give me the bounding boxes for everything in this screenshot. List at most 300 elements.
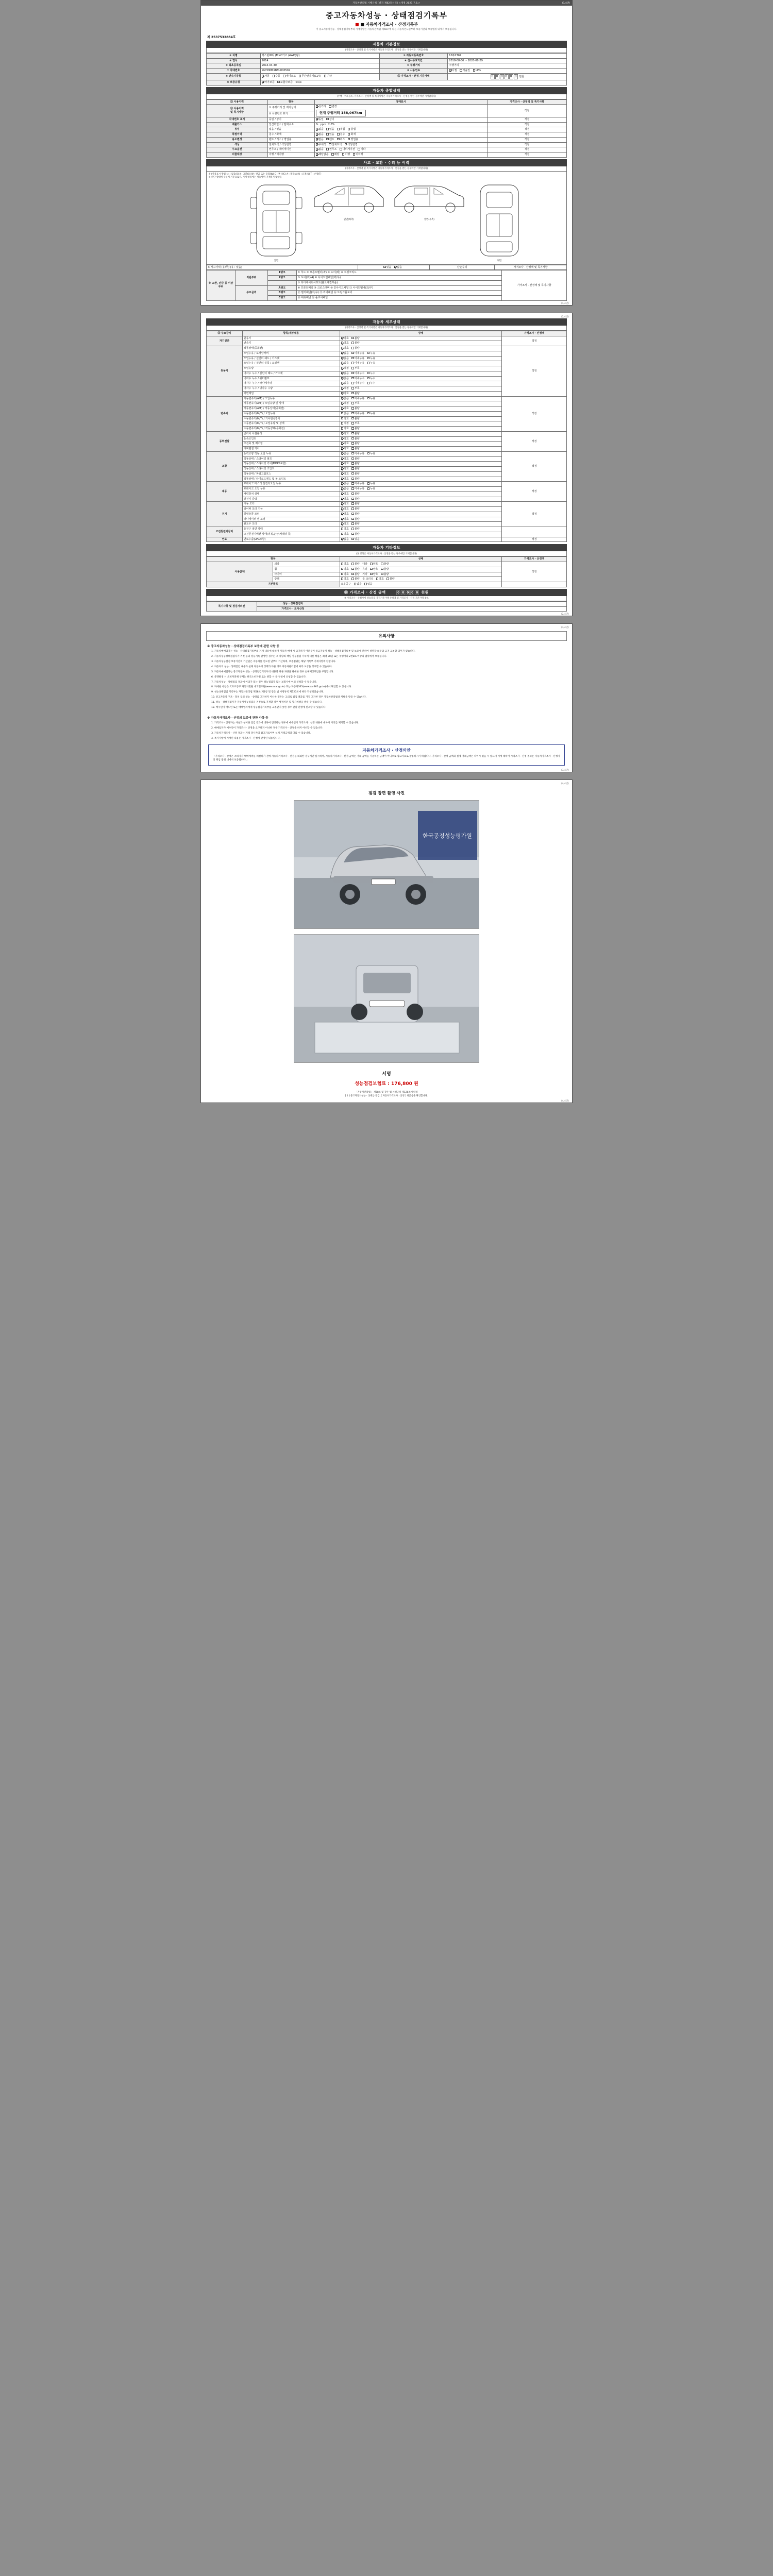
- row-value: 2018-08-30 ~ 2020-08-29: [448, 58, 567, 63]
- state-option[interactable]: 불량: [351, 513, 359, 516]
- state-options: [314, 152, 488, 158]
- notice-title: 유의사항: [206, 631, 567, 641]
- item-states: [340, 487, 502, 492]
- state-option[interactable]: 미세누유: [351, 487, 364, 491]
- state-options: [314, 137, 488, 142]
- col-header: 가격조사 · 산정액: [502, 331, 567, 336]
- state-option[interactable]: 누유: [367, 452, 375, 456]
- item-name-2: 기타: [362, 572, 367, 576]
- state-option[interactable]: 누수: [367, 372, 375, 376]
- row-name: 없음 / 있음: [267, 127, 314, 132]
- state-option[interactable]: 전체도색: [329, 143, 342, 147]
- col-header: 상태: [340, 331, 502, 336]
- table-row: [207, 601, 567, 606]
- price-unit: 천원: [421, 590, 429, 595]
- state-option[interactable]: 불량: [351, 392, 359, 396]
- item-states: [340, 467, 502, 472]
- mileage-cell: [314, 105, 488, 117]
- state-option[interactable]: 양호: [370, 563, 378, 566]
- item-states: [340, 381, 502, 386]
- state-option[interactable]: 없음: [341, 357, 349, 361]
- state-option[interactable]: 불량: [351, 568, 359, 571]
- trans-option[interactable]: 무단변속기(CVT): [299, 75, 322, 78]
- state-option[interactable]: 양호: [341, 507, 349, 511]
- state-option[interactable]: 없음: [316, 128, 324, 131]
- basic-items-options: [340, 582, 502, 587]
- state-option[interactable]: 양호: [341, 568, 349, 571]
- fuel-option[interactable]: 가솔린: [460, 69, 470, 73]
- remark: 적정: [502, 431, 567, 451]
- item-states: [340, 512, 502, 517]
- price-band-header: [206, 589, 567, 596]
- item-states: [340, 451, 502, 456]
- state-option[interactable]: 미세누유: [351, 362, 364, 365]
- table-header-row: [207, 557, 567, 562]
- panel-remark: 가격조사 · 산정액 및 특기사항: [502, 270, 567, 301]
- state-option[interactable]: 없음: [341, 372, 349, 376]
- item-states: [340, 336, 502, 341]
- car-diagram-front: [245, 182, 307, 262]
- state-option[interactable]: 해당: [331, 153, 339, 157]
- state-option[interactable]: 이행: [342, 153, 350, 157]
- state-option[interactable]: 미세누유: [351, 452, 364, 456]
- photo-underbody: [294, 934, 479, 1063]
- state-option[interactable]: 양호: [341, 337, 349, 341]
- item-name: 냉각수 누수 / 냉각수 수량: [242, 386, 340, 392]
- state-option[interactable]: 불량: [351, 347, 359, 350]
- list-item: 7. 자동차성능 · 상태점검 결과에 이의가 있는 경우 성능점검자 또는 보험사에 이의 신청할 수 있습니다.: [211, 681, 317, 684]
- item-name: 충전구 절연 상태: [242, 527, 340, 532]
- row-label: ② 자동차등록번호: [379, 53, 448, 58]
- state-option[interactable]: 변경: [329, 105, 337, 109]
- state-option[interactable]: 미세누수: [351, 377, 364, 381]
- page-title: 중고자동차성능 · 상태점검기록부: [325, 11, 447, 20]
- page-footer-2: (2/4면): [561, 613, 569, 616]
- table-row: [207, 73, 567, 80]
- history-col-2: 단순수리: [430, 265, 495, 270]
- state-option[interactable]: 양호: [341, 518, 349, 521]
- row-label: ⑥ 주행거리: [379, 63, 448, 69]
- state-option[interactable]: 양호: [341, 563, 349, 566]
- state-option[interactable]: 해당없음: [316, 153, 329, 157]
- panel-sub: [267, 280, 296, 285]
- item-states: [340, 537, 502, 542]
- list-item: 1. 자동차매매업자는 성능 · 상태점검기록부의 기재 내용에 대하여 자동차 매매 시 고지하기 어려우며 중고자동차 성능 · 상태점검기록부 및 보증에 관하여 설명할 의무와 고지 교부할 의무가 있습니다.: [211, 650, 415, 653]
- list-item: 5. 자동차매매업자는 중고자동차 성능 · 상태점검기록부의 내용과 다른 차량을 판매한 경우 손해배상책임을 부담합니다.: [211, 670, 334, 673]
- state-option[interactable]: 양호: [341, 347, 349, 350]
- state-option[interactable]: 화재: [348, 133, 356, 137]
- item-states: [340, 572, 502, 577]
- state-option[interactable]: 양호: [341, 462, 349, 466]
- state-option[interactable]: 양호: [341, 407, 349, 411]
- state-option[interactable]: 불량: [351, 342, 359, 345]
- item-name-2: 유리: [362, 567, 367, 571]
- item-name: 수동변속기(M/T) / 기어변속장치: [242, 416, 340, 421]
- state-option[interactable]: 없음: [341, 377, 349, 381]
- table-row: [207, 63, 567, 69]
- table-header-row: [207, 331, 567, 336]
- state-option[interactable]: 미세누유: [351, 397, 364, 401]
- table-row: [207, 58, 567, 63]
- state-option[interactable]: 없음: [316, 138, 324, 142]
- remark: 적정: [488, 132, 567, 138]
- form-strip: 자동차관리법 시행규칙 [별지 제82호서식] <개정 2021.7.6.>: [201, 1, 572, 6]
- page-4: [200, 779, 573, 1103]
- item-name: 추진축 및 베어링: [242, 442, 340, 447]
- section-basic-header: 자동차 기본정보: [206, 41, 567, 48]
- state-option[interactable]: 기타: [358, 148, 365, 151]
- row-label: ⑨ 변속기종류: [207, 73, 261, 80]
- state-option[interactable]: 불량: [351, 432, 359, 436]
- others-table: [206, 556, 567, 587]
- basic-items-label: 기본품목: [207, 582, 340, 587]
- state-option[interactable]: 누유: [367, 357, 375, 361]
- state-option[interactable]: 없음: [316, 133, 324, 137]
- col-header: 가격조사 · 산정액: [502, 557, 567, 562]
- fuel-option[interactable]: 디젤: [449, 69, 457, 73]
- page-3: [200, 623, 573, 772]
- state-option[interactable]: 부족: [351, 387, 359, 391]
- state-option[interactable]: 양호: [341, 467, 349, 471]
- row-label: 튜닝: [207, 127, 268, 132]
- state-option[interactable]: 없음: [341, 352, 349, 355]
- state-option[interactable]: 적정: [341, 387, 349, 391]
- form-note: 이 중고자동차성능 · 상태점검기록부의 기재사항은 자동차관리법 제58조에 따른 자동차인도일부터 보증기간과 보증범위 내에서 보증됩니다.: [316, 28, 457, 31]
- state-option[interactable]: 미세누수: [351, 382, 364, 385]
- remark: 적정: [502, 502, 567, 527]
- state-option[interactable]: 침수: [337, 133, 345, 137]
- item-states: [340, 431, 502, 436]
- state-option[interactable]: 적법: [337, 128, 345, 131]
- state-option[interactable]: 없음: [341, 487, 349, 491]
- fuel-option[interactable]: LPG: [473, 69, 481, 73]
- section-others-header: 자동차 기타정보: [206, 544, 567, 551]
- state-option[interactable]: 양호: [341, 342, 349, 345]
- item-name: 수동변속기(M/T) / 작동상태(공회전): [242, 427, 340, 432]
- item-name: 변속기: [242, 341, 340, 346]
- car-left-svg: [310, 182, 388, 218]
- table-row: [207, 270, 567, 276]
- mileage-display: 현재 주행거리 158,067km: [316, 110, 366, 116]
- state-option[interactable]: 색상변경: [345, 143, 358, 147]
- state-option[interactable]: 없음: [316, 148, 324, 151]
- state-option[interactable]: 양호: [341, 457, 349, 461]
- state-option[interactable]: 양호: [370, 568, 378, 571]
- table-row: [207, 152, 567, 158]
- table-row: [207, 451, 567, 456]
- item-states: [340, 442, 502, 447]
- panel-cat: 외판부위: [235, 270, 267, 285]
- state-option[interactable]: 부족: [351, 402, 359, 405]
- state-option[interactable]: 있음: [364, 583, 372, 586]
- trans-option[interactable]: 기타: [324, 75, 332, 78]
- state-option[interactable]: 없음: [341, 538, 349, 541]
- state-option[interactable]: 양호: [341, 417, 349, 421]
- state-option[interactable]: 양호: [341, 573, 349, 577]
- state-option[interactable]: 미세누수: [351, 372, 364, 376]
- basic-item-label: 보유공구: [341, 583, 351, 586]
- item-name: 수동변속기(M/T) / 오일누유: [242, 411, 340, 416]
- row-name: 침수 / 화재: [267, 132, 314, 138]
- col-header: 항목: [207, 557, 340, 562]
- remark: 적정: [488, 152, 567, 158]
- state-option[interactable]: 양호: [341, 427, 349, 431]
- price-note: ※ 가격조사 · 산정자에 성능점검 가격기준가액 산정액 및 가격조사 · 산정 기준가액 참조: [206, 596, 567, 601]
- state-option[interactable]: 영업용: [348, 138, 358, 142]
- group-label: 고전원전기장치: [207, 527, 243, 537]
- table-row: [207, 147, 567, 152]
- sign-row-label: 가격조사 · 조사산정: [257, 606, 329, 612]
- item-states: [340, 416, 502, 421]
- item-name: 수동변속기(M/T) / 오일유량 및 상태: [242, 421, 340, 427]
- state-option[interactable]: 양호: [341, 447, 349, 451]
- state-option[interactable]: 적정: [341, 367, 349, 370]
- state-option[interactable]: 불량: [351, 337, 359, 341]
- panel-text: ⑤ 도어(우)(4) ⑥ 사이드씰패널(좌/우): [296, 276, 501, 281]
- row-label: ⑩ 보증유형: [207, 80, 261, 85]
- remark: 적정: [502, 562, 567, 582]
- panel-sub: 2랭크: [267, 276, 296, 281]
- item-states: [340, 517, 502, 522]
- state-option[interactable]: 누유: [367, 487, 375, 491]
- state-option[interactable]: 불량: [351, 507, 359, 511]
- sign-value[interactable]: [329, 606, 566, 612]
- col-header: ⑬ 주요장치: [207, 331, 243, 336]
- state-option[interactable]: 불량: [351, 573, 359, 577]
- table-row: [207, 346, 567, 351]
- legend-line-1: ※ (사용표시 방법) ○ : 없음(0) X : 교환(X) W : 판금 또는 용접(W) C : 부식(C) A : 흠집(A) U : 요철(U) T : 손상(T): [209, 173, 322, 176]
- state-option[interactable]: 누수: [367, 382, 375, 385]
- state-option[interactable]: 미세누유: [351, 357, 364, 361]
- item-states: [340, 502, 502, 507]
- state-option[interactable]: 있음: [326, 128, 334, 131]
- fuel-options: [448, 69, 567, 74]
- section-others-note: (⑭ 항목은 자동차가격조사 · 산정을 받는 경우에만 기재합니다): [206, 551, 567, 556]
- row-label: ⑧ 사용연료: [379, 69, 448, 74]
- list-item: 11. 성능 · 상태점검자가 자동차성능점검을 거짓으로 기재할 경우 행정처분 및 형사처벌을 받을 수 있습니다.: [211, 701, 323, 704]
- state-option[interactable]: 불량: [351, 528, 359, 531]
- state-option[interactable]: 불량: [381, 568, 389, 571]
- item-name: 디퍼렌셜 기어: [242, 447, 340, 452]
- panel-text: ⑫ 필러패널(좌/우) ⑬ 리어패널 ⑭ 트렁크플로어: [296, 291, 501, 296]
- state-option[interactable]: 불량: [351, 407, 359, 411]
- state-option[interactable]: 누유: [367, 397, 375, 401]
- remark: 적정: [502, 336, 567, 346]
- state-option[interactable]: 불량: [351, 447, 359, 451]
- state-option[interactable]: 없음: [341, 452, 349, 456]
- basis-price-unit: 천원: [519, 75, 524, 78]
- subtitle-text: ■ 자동차가격조사 · 산정기록부: [360, 22, 418, 27]
- state-option[interactable]: 없음: [341, 412, 349, 416]
- history-options: [358, 265, 430, 270]
- item-name: 발전기 출력: [242, 497, 340, 502]
- state-option[interactable]: 없음: [341, 382, 349, 385]
- item-states: [340, 361, 502, 366]
- state-option[interactable]: 양호: [341, 578, 349, 581]
- item-states: [340, 577, 502, 582]
- item-name: 연료누출(LPG포함): [242, 537, 340, 542]
- page-2: [200, 313, 573, 617]
- state-option[interactable]: 동일: [316, 118, 324, 122]
- state-option[interactable]: 양호: [341, 478, 349, 481]
- list-item: 3. 자동차성능점검 보증기간의 기산일은 자동차를 인도한 날부터 기산하며, 보증범위는 해당 기록부 기재사항에 한합니다.: [211, 660, 337, 664]
- state-option[interactable]: 불량: [386, 578, 394, 581]
- state-option[interactable]: 불량: [351, 522, 359, 526]
- remark: 적정: [488, 142, 567, 147]
- state-option[interactable]: 없음: [341, 482, 349, 486]
- sign-value[interactable]: [329, 601, 566, 606]
- row-label: 특별이력: [207, 132, 268, 138]
- item-states: [340, 421, 502, 427]
- state-option[interactable]: 누수: [367, 377, 375, 381]
- page-tag-2: (2/4면): [561, 315, 569, 318]
- panel-sub: C랭크: [267, 296, 296, 301]
- page-tag-3: (3/4면): [561, 626, 569, 630]
- state-option[interactable]: 양호: [341, 502, 349, 506]
- state-option[interactable]: 렌트: [326, 138, 334, 142]
- state-option[interactable]: 불량: [351, 462, 359, 466]
- state-option[interactable]: 불량: [351, 533, 359, 536]
- state-option[interactable]: 양호: [341, 522, 349, 526]
- state-option[interactable]: 양호: [341, 533, 349, 536]
- remark: 적정: [488, 147, 567, 152]
- row-label: 용도변경: [207, 137, 268, 142]
- remark: [502, 527, 567, 537]
- list-item: 1. 가격조사 · 산정자는 사실과 상이한 점검 결과에 대하여 인정하는 경우에 매수인이 가격조사 · 산정 내용에 대하여 이의를 제기할 수 있습니다.: [211, 722, 359, 725]
- trans-option[interactable]: 수동: [273, 75, 280, 78]
- state-option[interactable]: 불량: [351, 498, 359, 501]
- group-label: 제동: [207, 482, 243, 502]
- warranty-option[interactable]: 보험사보증: [277, 81, 293, 84]
- state-option[interactable]: 양호: [370, 573, 378, 577]
- group-label: 조향: [207, 451, 243, 482]
- section-overall-header: 자동차 종합상태: [206, 87, 567, 94]
- state-option[interactable]: 불량: [351, 442, 359, 446]
- list-item: 12. 매수인이 매도인 또는 매매업자에게 성능점검기록부를 교부받지 못한 경우 관할 관청에 신고할 수 있습니다.: [211, 706, 327, 709]
- group-label: 자기진단: [207, 336, 243, 346]
- state-option[interactable]: 불량: [351, 478, 359, 481]
- state-option[interactable]: 부족: [351, 367, 359, 370]
- state-option[interactable]: 리스: [337, 138, 345, 142]
- state-option[interactable]: 누유: [367, 362, 375, 365]
- state-option[interactable]: 없음: [354, 583, 362, 586]
- table-row: [207, 142, 567, 147]
- state-option[interactable]: 양호: [341, 442, 349, 446]
- item-states: [340, 522, 502, 527]
- state-option[interactable]: 불량: [351, 493, 359, 496]
- table-row: [207, 122, 567, 127]
- state-option[interactable]: 불량: [351, 467, 359, 471]
- state-option[interactable]: 양호: [341, 513, 349, 516]
- state-option[interactable]: 양호: [341, 493, 349, 496]
- state-option[interactable]: 불량: [351, 417, 359, 421]
- remark: 적정: [502, 482, 567, 502]
- state-option[interactable]: 있음: [351, 538, 359, 541]
- page-subtitle: [206, 22, 567, 27]
- page-footer-4: (4/4면): [561, 1099, 569, 1103]
- state-option[interactable]: 상이: [326, 118, 334, 122]
- item-states: [340, 346, 502, 351]
- others-cat: 사용값내: [207, 562, 273, 582]
- state-option[interactable]: 미세누유: [351, 482, 364, 486]
- item-name: 냉각수 누수 / 라디에이터: [242, 381, 340, 386]
- state-option[interactable]: 양호: [341, 472, 349, 476]
- state-option[interactable]: 불량: [351, 457, 359, 461]
- state-option[interactable]: 썬루프: [326, 148, 337, 151]
- row-value: 렉스턴W리 (M×C카고 (4WD)왕): [260, 53, 379, 58]
- item-name: 고전원전기배선 상태(피복,손상,커넥터 등): [242, 532, 340, 537]
- table-row: [207, 606, 567, 612]
- state-option[interactable]: 불량: [381, 563, 389, 566]
- item-name: 작동상태 / 스티어링 펌프: [242, 456, 340, 462]
- state-option[interactable]: 실거리: [316, 105, 326, 109]
- item-name: 작동상태 / 파워고압호스: [242, 471, 340, 477]
- item-name: 작동상태(공회전): [242, 346, 340, 351]
- state-options: [314, 142, 488, 147]
- state-option[interactable]: 불량: [351, 578, 359, 581]
- state-option[interactable]: 불량: [351, 518, 359, 521]
- remark: 적정: [488, 117, 567, 122]
- state-option[interactable]: 있음: [326, 133, 334, 137]
- trans-option[interactable]: 자동: [262, 75, 270, 78]
- state-option[interactable]: 누유: [367, 482, 375, 486]
- row-value: 2014-04-30: [260, 63, 379, 69]
- item-states: [340, 477, 502, 482]
- signature-table: [206, 601, 567, 612]
- state-option[interactable]: 불량: [351, 427, 359, 431]
- item-states: [340, 371, 502, 376]
- trans-option[interactable]: 세미오토: [283, 75, 296, 78]
- state-option[interactable]: 내비게이션: [340, 148, 355, 151]
- warranty-option[interactable]: 자가보증: [262, 81, 275, 84]
- item-name: 작동상태 / 타이로드엔드 및 볼 조인트: [242, 477, 340, 482]
- state-option[interactable]: 적정: [341, 402, 349, 405]
- item-name: 동력조향 작동 오일 누유: [242, 451, 340, 456]
- state-option[interactable]: 누유: [367, 412, 375, 416]
- item-states: [340, 507, 502, 512]
- state-option[interactable]: 불량: [351, 472, 359, 476]
- state-option[interactable]: 미이행: [353, 153, 363, 157]
- state-option[interactable]: 불량: [351, 563, 359, 566]
- footnote-1: 「자동차관리법」 제58조 및 같은 법 시행규칙 제120조에 따라: [355, 1091, 418, 1094]
- state-option[interactable]: 없음: [341, 397, 349, 401]
- signature-title: 서명: [382, 1071, 391, 1077]
- state-option[interactable]: 적정: [341, 422, 349, 426]
- state-option[interactable]: 없음: [341, 362, 349, 365]
- state-option[interactable]: 미세누유: [351, 412, 364, 416]
- state-option[interactable]: 양호: [341, 437, 349, 441]
- remark: 적정: [488, 127, 567, 132]
- history-option[interactable]: 있음: [383, 266, 391, 269]
- state-option[interactable]: 부족: [351, 422, 359, 426]
- state-option[interactable]: 무채색: [316, 143, 326, 147]
- state-option[interactable]: 양호: [341, 432, 349, 436]
- state-option[interactable]: 양호: [341, 498, 349, 501]
- state-option[interactable]: 불량: [351, 502, 359, 506]
- table-row: [207, 336, 567, 341]
- state-option[interactable]: 양호: [376, 578, 384, 581]
- state-option[interactable]: 불법: [348, 128, 356, 131]
- state-option[interactable]: 미세누유: [351, 352, 364, 355]
- history-option[interactable]: 없음: [394, 266, 402, 269]
- state-option[interactable]: 양호: [341, 528, 349, 531]
- item-states: [340, 456, 502, 462]
- page-footer-1: (1/4면): [561, 302, 569, 305]
- state-option[interactable]: 누유: [367, 352, 375, 355]
- state-option[interactable]: 불량: [351, 437, 359, 441]
- state-option[interactable]: 불량: [381, 573, 389, 577]
- state-option[interactable]: 양호: [341, 392, 349, 396]
